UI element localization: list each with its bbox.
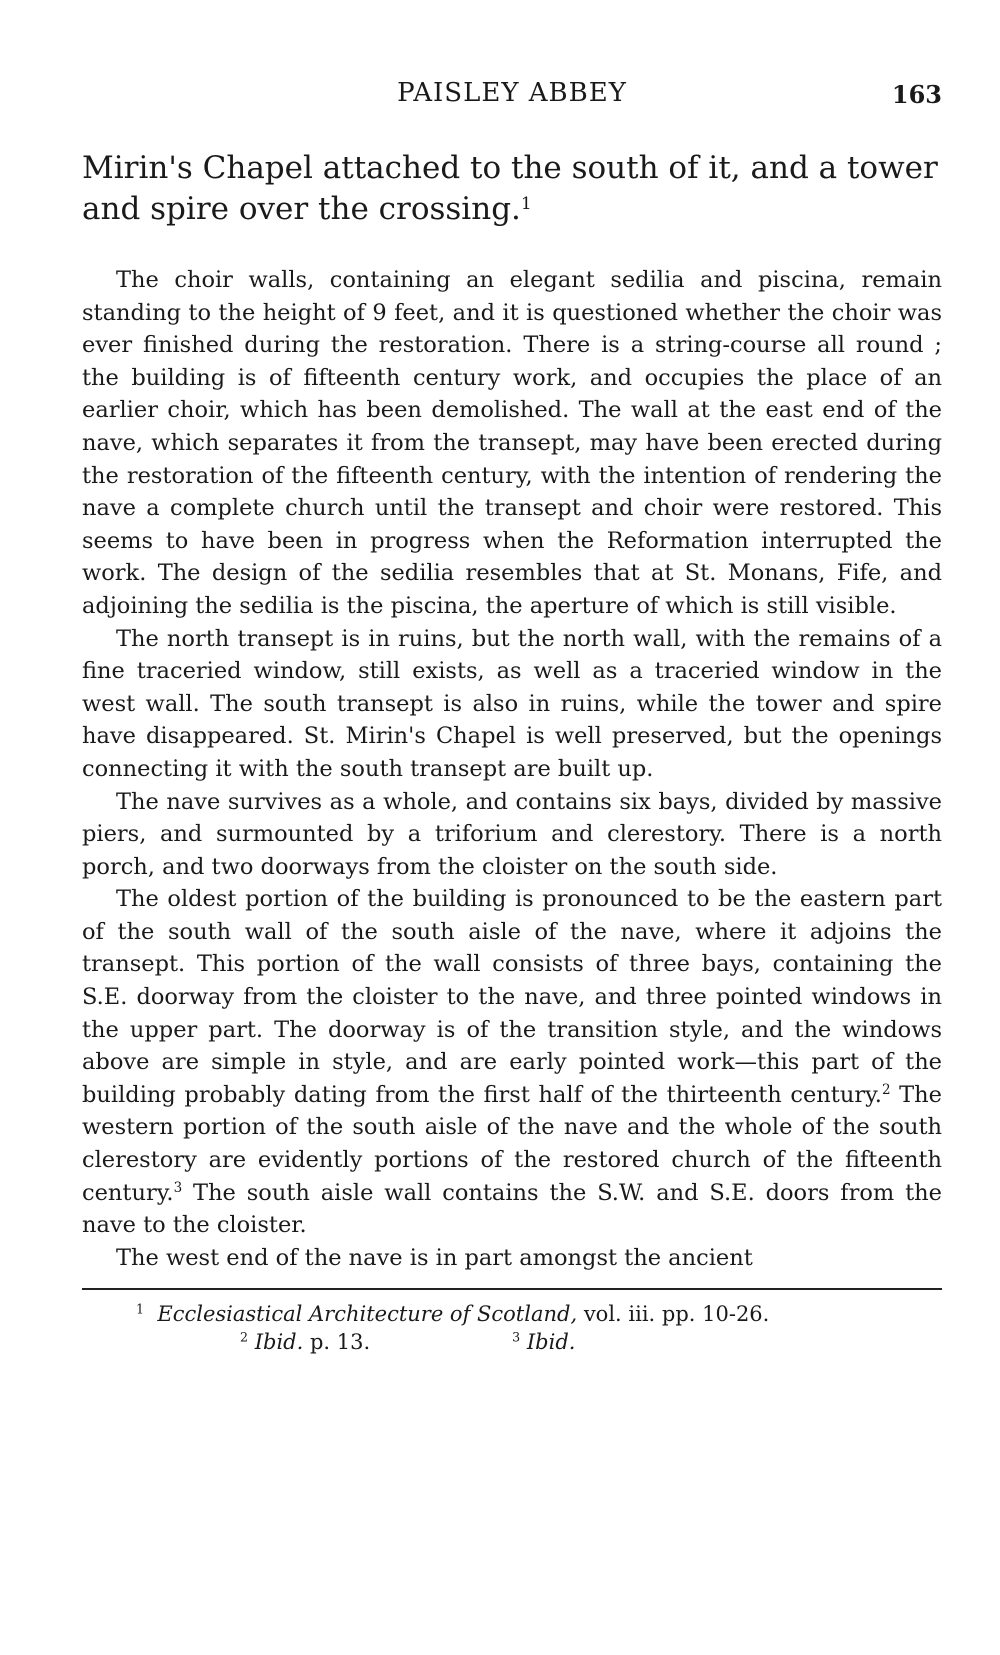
footnote-3-title: Ibid. [526, 1330, 576, 1355]
footnote-3-mark: 3 [512, 1329, 521, 1345]
footnotes-2-3 [82, 1328, 942, 1356]
footnote-1-detail: vol. iii. pp. 10-26. [577, 1302, 770, 1327]
paragraph-choir: The choir walls, containing an elegant sedilia and piscina, remain standing to the height of 9 feet, and it is questioned whether the choir was ever finished during the restoration. There is a string-course all round ; the building is of fifteenth century work, and occupies the place of an earlier choir, which has been demolished. The wall at the east end of the nave, which separates it from the transept, may have been erected during the restoration of the fifteenth century, with the intention of rendering the nave a complete church until the transept and choir were restored. This seems to have been in progress when the Reformation interrupted the work. The design of the sedilia resembles that at St. Monans, Fife, and adjoining the sedilia is the piscina, the aperture of which is still visible. [82, 267, 942, 619]
running-title: PAISLEY ABBEY [397, 78, 627, 108]
paragraph-oldest-portion-part1: The oldest portion of the building is pronounced to be the eastern part of the south wall of the south aisle of the nave, where it adjoins the transept. This portion of the wall consists of three bays, containing the S.E. doorway from the cloister to the nave, and three pointed windows in the upper part. The doorway is of the transition style, and the windows above are simple in style, and are early pointed work—this part of the building probably dating from the first half of the thirteenth century. [82, 886, 942, 1108]
footnote-1 [82, 1300, 942, 1328]
footnotes [82, 1300, 942, 1356]
footnote-2-detail: p. 13. [303, 1330, 371, 1355]
body-text [82, 264, 942, 1274]
footnote-divider [82, 1288, 942, 1290]
footnote-1-title: Ecclesiastical Architecture of Scotland, [157, 1302, 578, 1327]
book-page [82, 72, 942, 1356]
carryover-sentence: Mirin's Chapel attached to the south of it, and a tower and spire over the crossing. [82, 150, 938, 227]
footnote-ref-1: 1 [520, 193, 532, 214]
footnote-1-mark: 1 [136, 1301, 145, 1317]
footnote-2-title: Ibid. [254, 1330, 304, 1355]
footnote-ref-2: 2 [881, 1081, 891, 1098]
footnote-ref-3: 3 [173, 1179, 183, 1196]
paragraph-oldest-portion [82, 883, 942, 1242]
paragraph-transept: The north transept is in ruins, but the north wall, with the remains of a fine traceried window, still exists, as well as a traceried window in the west wall. The south transept is also in ruins, while the tower and spire have disappeared. St. Mirin's Chapel is well preserved, but the openings connecting it with the south transept are built up. [82, 625, 942, 782]
carryover-text [82, 148, 942, 230]
paragraph-oldest-portion-part3: The south aisle wall contains the S.W. and S.E. doors from the nave to the cloister. [82, 1179, 942, 1239]
paragraph-oldest-portion-part2: The western portion of the south aisle of the nave and the whole of the south clerestory are evidently portions of the restored church of the fifteenth century. [82, 1081, 942, 1206]
paragraph-nave: The nave survives as a whole, and contains six bays, divided by massive piers, and surmounted by a triforium and clerestory. There is a north porch, and two doorways from the cloister on the south side. [82, 788, 942, 880]
paragraph-west-end: The west end of the nave is in part amongst the ancient [116, 1244, 753, 1271]
running-head [82, 72, 942, 112]
footnote-2-mark: 2 [240, 1329, 249, 1345]
page-number: 163 [891, 80, 942, 109]
